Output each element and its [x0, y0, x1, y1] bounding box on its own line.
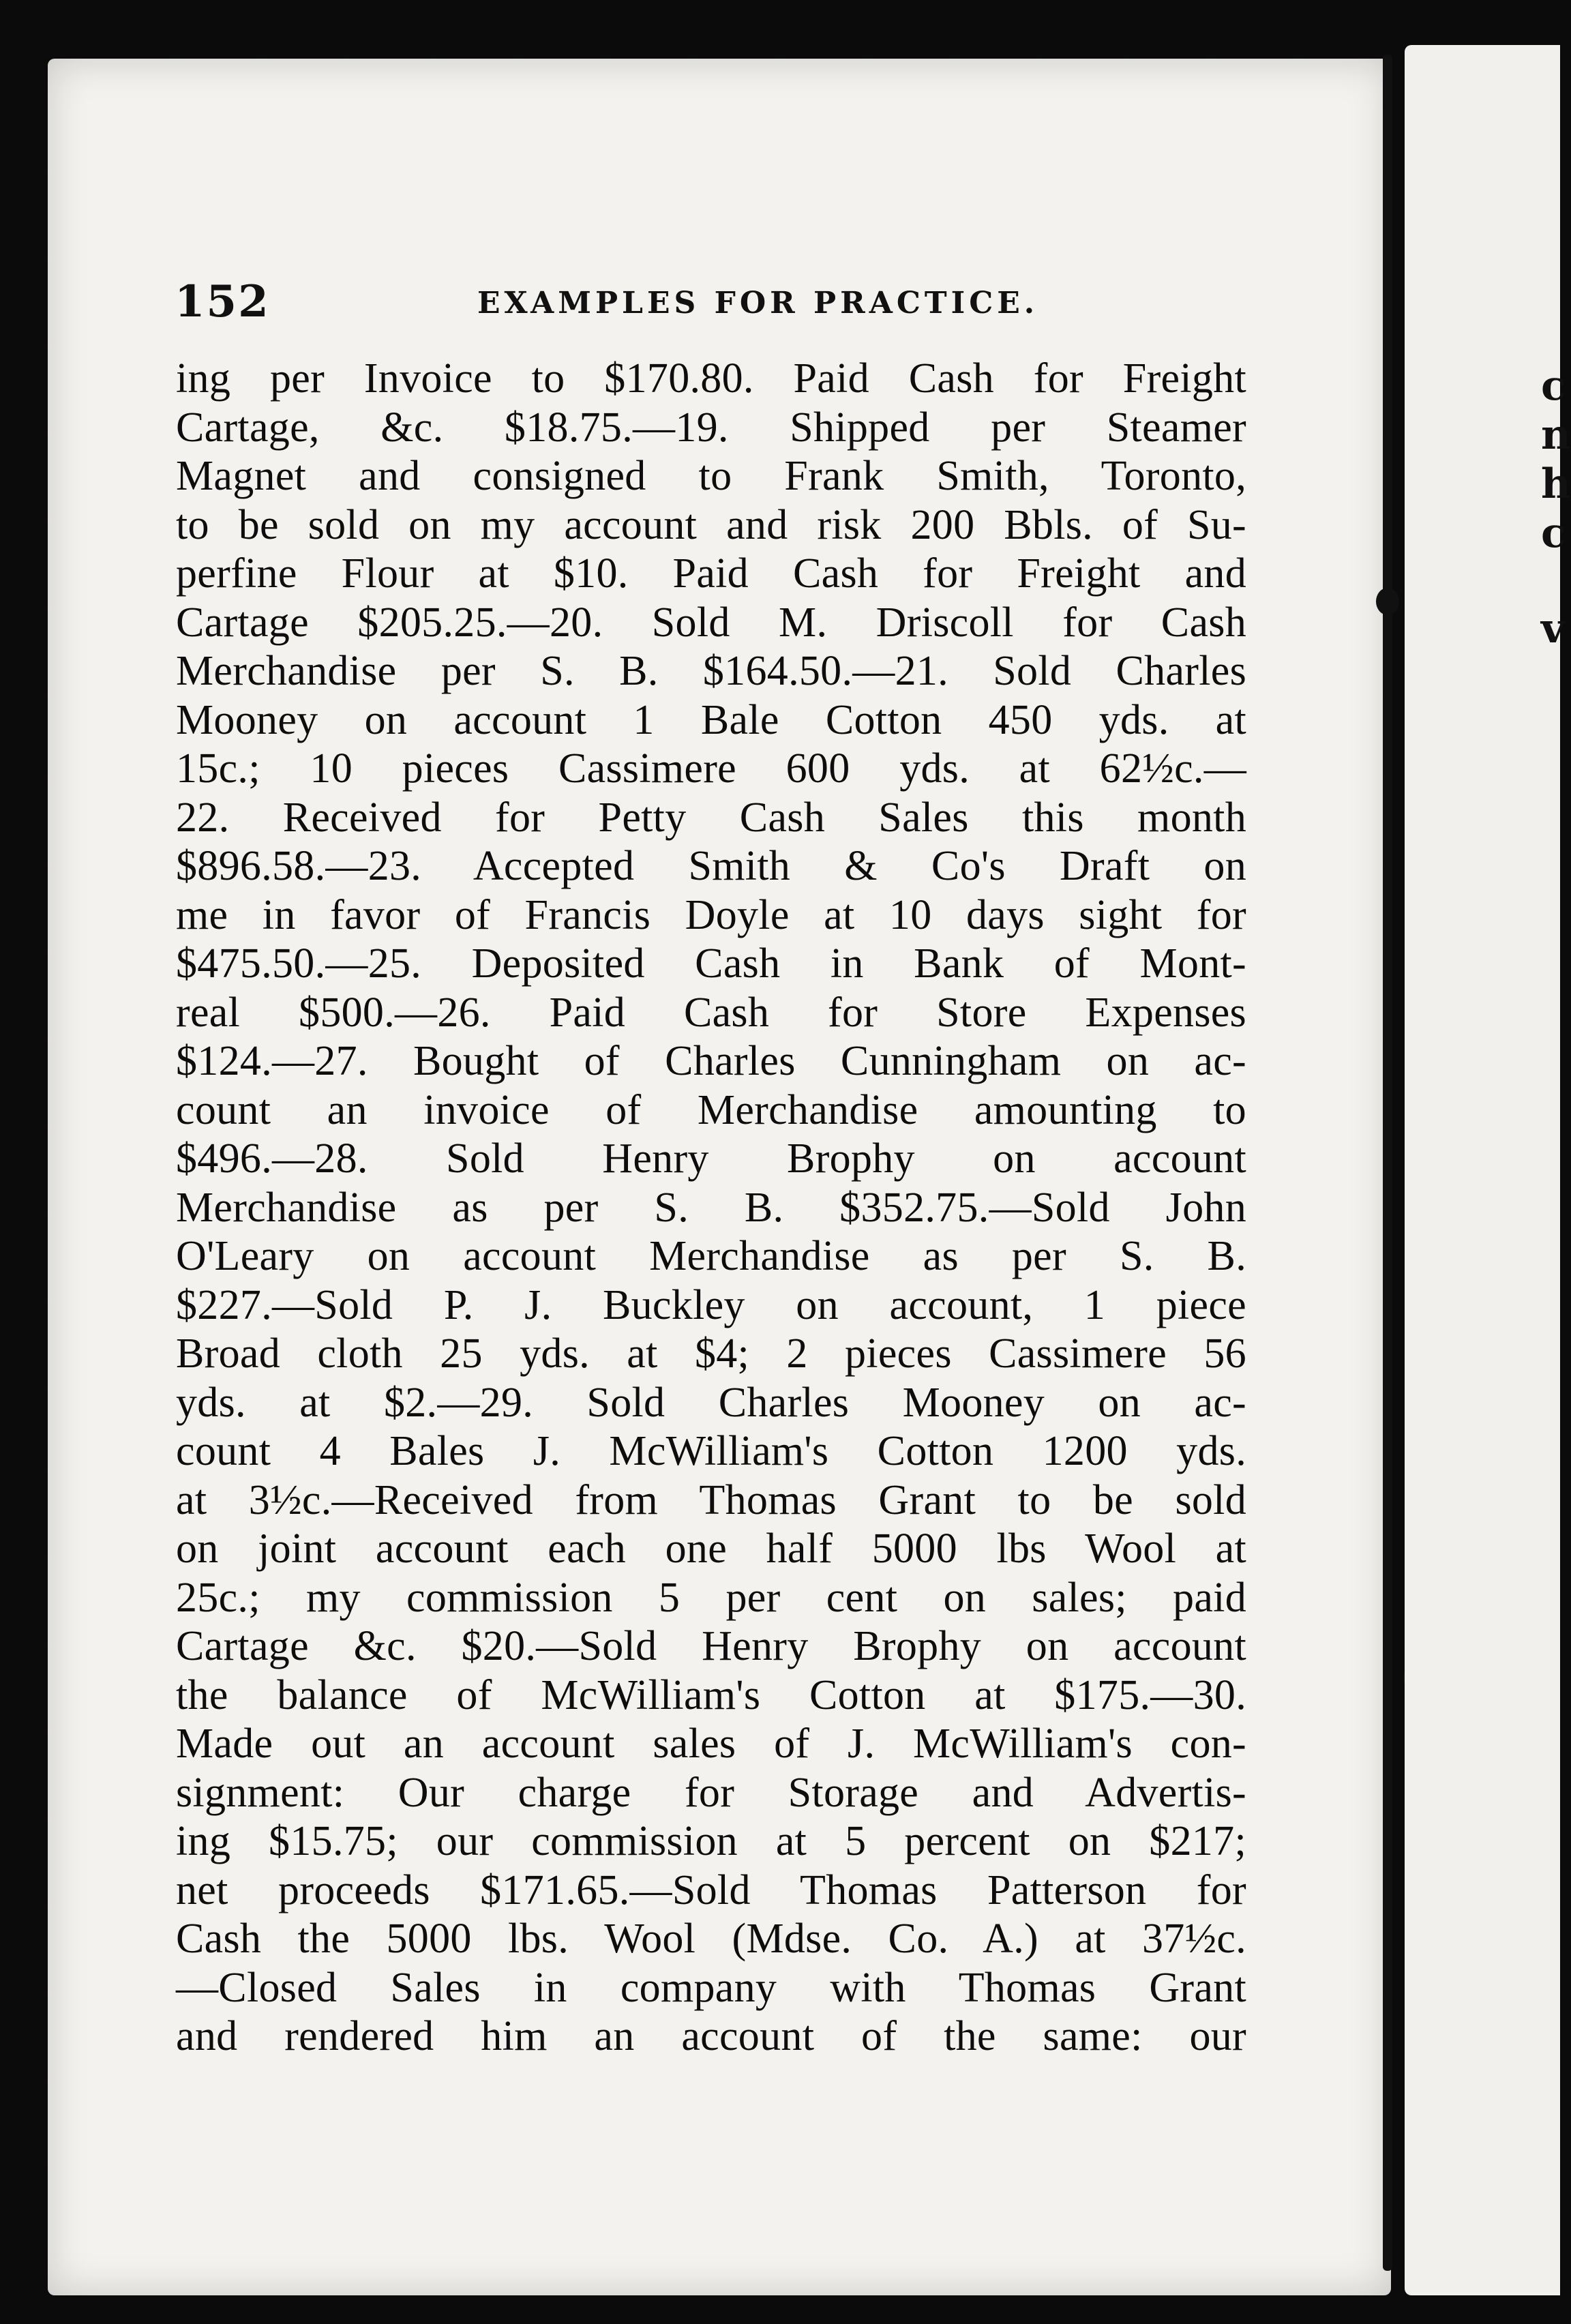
text-line: the balance of McWilliam's Cotton at $175.—30.: [176, 1671, 1246, 1718]
text-line: Made out an account sales of J. McWilliam's con-: [176, 1720, 1246, 1767]
text-line: $475.50.—25. Deposited Cash in Bank of Mont-: [176, 940, 1246, 987]
facing-page-fragment: n: [1541, 411, 1571, 459]
running-head: [130, 263, 1248, 327]
text-line: Merchandise as per S. B. $352.75.—Sold John: [176, 1184, 1246, 1231]
text-line: O'Leary on account Merchandise as per S. B.: [176, 1233, 1246, 1279]
text-line: ing $15.75; our commission at 5 percent on $217;: [176, 1818, 1246, 1864]
facing-page-fragment: c: [1541, 362, 1566, 410]
text-line: Merchandise per S. B. $164.50.—21. Sold Charles: [176, 648, 1246, 694]
text-line: real $500.—26. Paid Cash for Store Expenses: [176, 989, 1246, 1036]
text-line: net proceeds $171.65.—Sold Thomas Patterson for: [176, 1866, 1246, 1913]
text-line: $227.—Sold P. J. Buckley on account, 1 piece: [176, 1281, 1246, 1328]
facing-page-fragment: h: [1541, 460, 1571, 508]
text-line: on joint account each one half 5000 lbs Wool at: [176, 1525, 1246, 1572]
text-line: —Closed Sales in company with Thomas Grant: [176, 1964, 1246, 2011]
text-line: $124.—27. Bought of Charles Cunningham on ac-: [176, 1038, 1246, 1084]
text-line: Cartage &c. $20.—Sold Henry Brophy on account: [176, 1623, 1246, 1669]
text-line: signment: Our charge for Storage and Advertis-: [176, 1769, 1246, 1816]
text-line: 25c.; my commission 5 per cent on sales; paid: [176, 1574, 1246, 1621]
text-line: $496.—28. Sold Henry Brophy on account: [176, 1135, 1246, 1182]
text-line: Cartage, &c. $18.75.—19. Shipped per Steamer: [176, 404, 1246, 451]
body-text: [176, 355, 1246, 2061]
text-line: count an invoice of Merchandise amounting to: [176, 1086, 1246, 1133]
facing-page-fragment: c: [1541, 509, 1566, 557]
page-title: EXAMPLES FOR PRACTICE.: [477, 286, 1039, 321]
text-line: me in favor of Francis Doyle at 10 days sight for: [176, 891, 1246, 938]
text-line: 15c.; 10 pieces Cassimere 600 yds. at 62½c.—: [176, 745, 1246, 792]
text-line: count 4 Bales J. McWilliam's Cotton 1200 yds.: [176, 1428, 1246, 1474]
page-number: 152: [175, 276, 270, 327]
text-line: Mooney on account 1 Bale Cotton 450 yds. at: [176, 696, 1246, 743]
text-line: Cartage $205.25.—20. Sold M. Driscoll for Cash: [176, 599, 1246, 646]
text-line: yds. at $2.—29. Sold Charles Mooney on ac-: [176, 1379, 1246, 1426]
binding-thread-mark: [1376, 588, 1399, 615]
text-line: 22. Received for Petty Cash Sales this month: [176, 794, 1246, 841]
binding-edge: [1383, 55, 1392, 2271]
text-line: $896.58.—23. Accepted Smith & Co's Draft on: [176, 843, 1246, 889]
text-line: at 3½c.—Received from Thomas Grant to be sold: [176, 1476, 1246, 1523]
facing-page-edge: [1405, 45, 1571, 2295]
text-line: Magnet and consigned to Frank Smith, Toronto,: [176, 453, 1246, 499]
facing-page-fragment: v: [1541, 605, 1565, 653]
text-line: Cash the 5000 lbs. Wool (Mdse. Co. A.) at 37½c.: [176, 1916, 1246, 1962]
text-line: to be sold on my account and risk 200 Bbls. of Su-: [176, 501, 1246, 548]
text-line: and rendered him an account of the same: our: [176, 2013, 1246, 2059]
text-line: perfine Flour at $10. Paid Cash for Freight and: [176, 550, 1246, 597]
text-line: ing per Invoice to $170.80. Paid Cash for Freight: [176, 355, 1246, 402]
text-line: Broad cloth 25 yds. at $4; 2 pieces Cassimere 56: [176, 1330, 1246, 1377]
